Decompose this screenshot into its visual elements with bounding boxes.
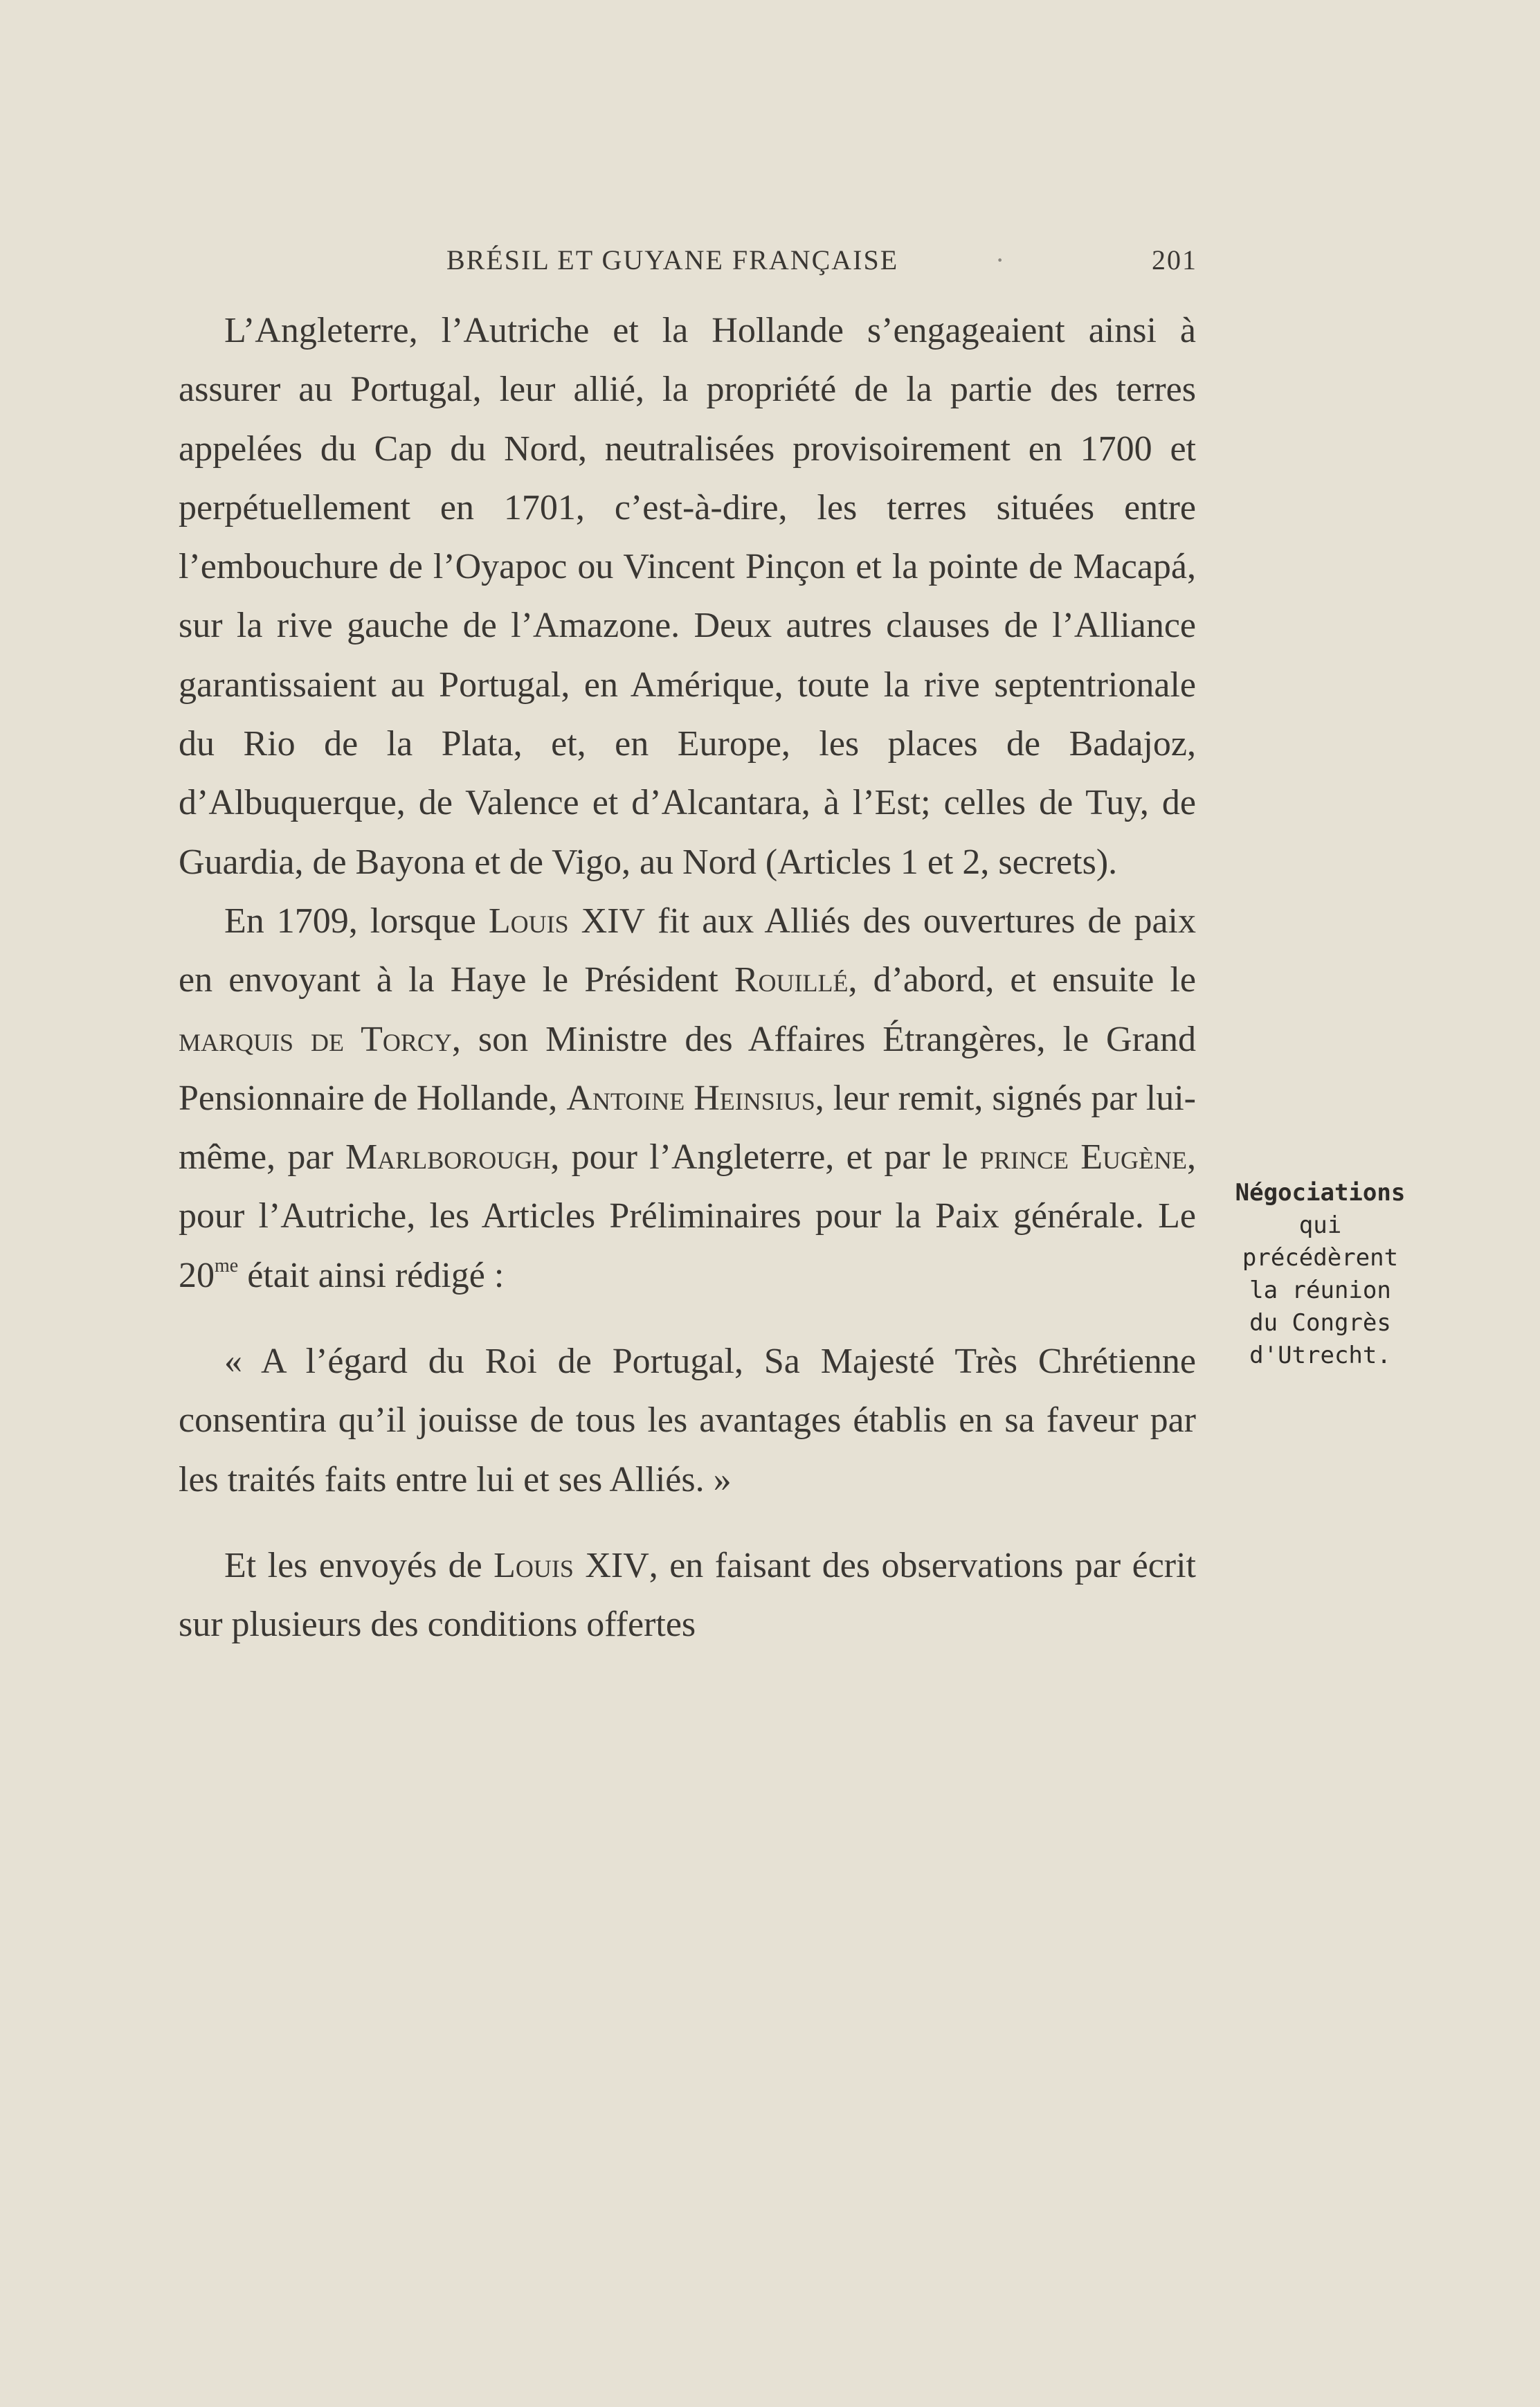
text-run: Et les envoyés de — [224, 1545, 494, 1585]
name-louis-xiv: Louis XIV — [488, 901, 646, 941]
margin-note — [1232, 1177, 1408, 1372]
margin-note-line: la réunion — [1249, 1277, 1391, 1304]
name-louis-xiv: Louis XIV — [493, 1545, 649, 1585]
text-run: , leur remit, signés par lui-même, par — [179, 1078, 1196, 1178]
text-run: , en faisant des observations par écrit sur plusieurs des conditions offertes — [179, 1545, 1196, 1645]
paragraph-envoys — [179, 1536, 1196, 1655]
margin-note-line: Négociations — [1235, 1179, 1406, 1207]
name-rouille: Rouillé — [734, 960, 849, 1000]
name-torcy: marquis de Torcy — [179, 1019, 452, 1059]
running-header — [173, 244, 1197, 285]
text-run: , d’abord, et ensuite le — [848, 960, 1197, 1000]
superscript-me: me — [215, 1254, 239, 1277]
name-eugene: prince Eugène — [979, 1137, 1187, 1178]
text-run: , pour l’Autriche, les Articles Préliminaires pour la Paix générale. Le 20 — [179, 1137, 1196, 1295]
quoted-article: « A l’égard du Roi de Portugal, Sa Majesté Très Chrétienne consentira qu’il jouisse de tous les avantages établis en sa faveur par les traités faits entre lui et ses Alliés. » — [179, 1342, 1196, 1499]
running-title: BRÉSIL ET GUYANE FRANÇAISE — [446, 244, 899, 276]
text-run: En 1709, lorsque — [224, 901, 489, 941]
margin-note-line: du Congrès — [1249, 1309, 1391, 1337]
margin-note-line: précédèrent — [1242, 1244, 1399, 1272]
text-run: , pour l’Angleterre, et par le — [550, 1137, 980, 1178]
body-text — [179, 301, 1196, 1655]
header-dot: · — [995, 244, 1006, 276]
name-heinsius: Antoine Heinsius — [566, 1078, 815, 1118]
margin-note-line: qui — [1298, 1211, 1342, 1239]
page-number: 201 — [1152, 244, 1197, 276]
text-run: fit aux Alliés des ouvertures de paix en envoyant à la Haye le Président — [179, 901, 1196, 1000]
paragraph-alliance: L’Angleterre, l’Autriche et la Hollande s’engageaient ainsi à assurer au Portugal, leur allié, la propriété de la partie des terres appelées du Cap du Nord, neutralisées provisoirement en 1700 et perpétuellement en 1701, c’est-à-dire, les terres situées entre l’embouchure de l’Oyapoc ou Vincent Pinçon et la pointe de Macapá, sur la rive gauche de l’Amazone. Deux autres clauses de l’Alliance garantissaient au Portugal, en Amérique, toute la rive septentrionale du Rio de la Plata, et, en Europe, les places de Badajoz, d’Albuquerque, de Valence et d’Alcantara, à l’Est; celles de Tuy, de Guardia, de Bayona et de Vigo, au Nord (Articles 1 et 2, secrets). — [179, 311, 1196, 882]
name-marlborough: Marlborough — [345, 1137, 551, 1178]
text-run: était ainsi rédigé : — [238, 1255, 505, 1295]
text-run: , son Ministre des Affaires Étrangères, le Grand Pensionnaire de Hollande, — [179, 1019, 1196, 1118]
paragraph-negotiations — [179, 892, 1196, 1305]
margin-note-line: d'Utrecht. — [1249, 1342, 1391, 1369]
